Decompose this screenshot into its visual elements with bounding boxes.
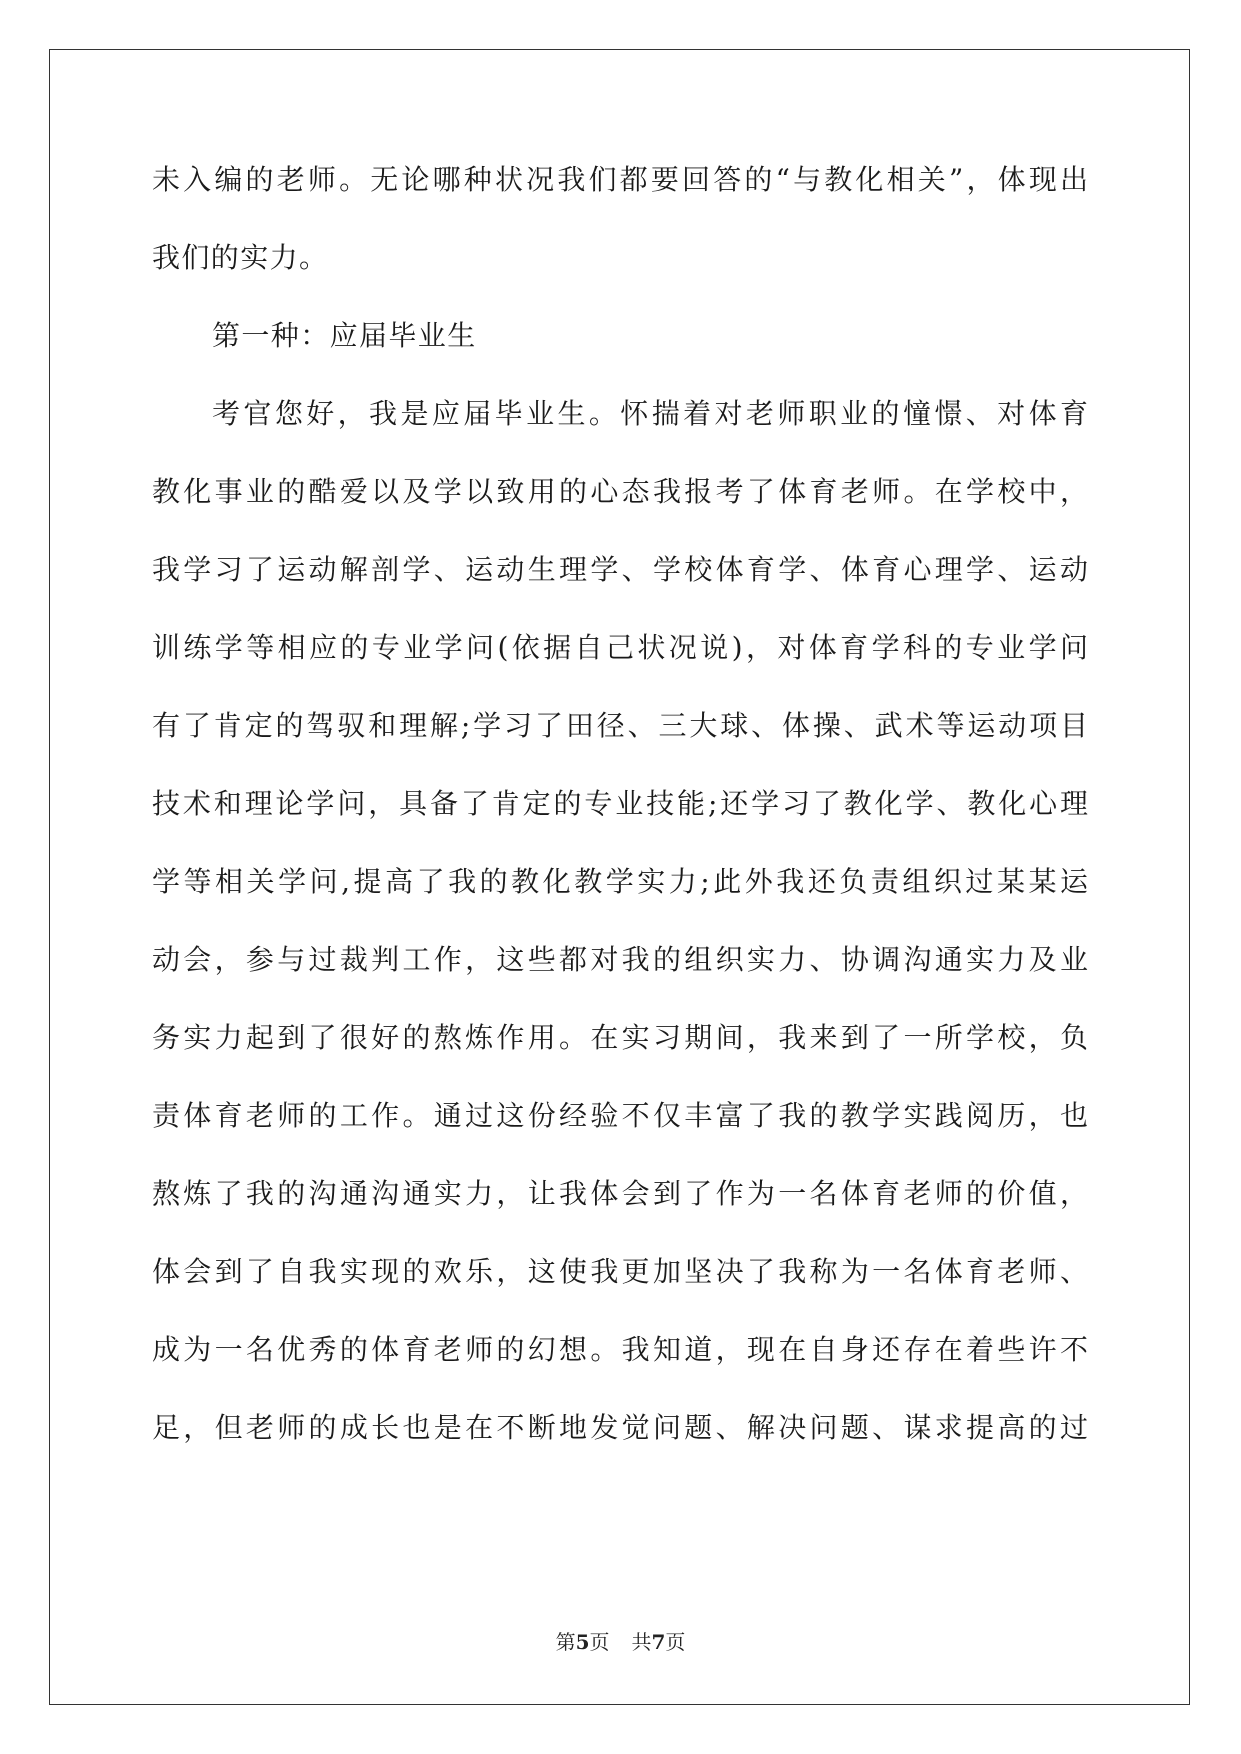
text-line: 教化事业的酷爱以及学以致用的心态我报考了体育老师。在学校中，	[152, 475, 1088, 508]
document-body	[152, 160, 1088, 1486]
text-line: 体会到了自我实现的欢乐，这使我更加坚决了我称为一名体育老师、	[152, 1255, 1088, 1288]
total-suffix: 页	[665, 1630, 686, 1654]
text-line: 我学习了运动解剖学、运动生理学、学校体育学、体育心理学、运动	[152, 553, 1088, 586]
text-line: 未入编的老师。无论哪种状况我们都要回答的“与教化相关”，体现出	[152, 163, 1088, 196]
page-total: 7	[651, 1630, 666, 1654]
text-line: 有了肯定的驾驭和理解;学习了田径、三大球、体操、武术等运动项目	[152, 709, 1088, 742]
page-footer	[0, 1626, 1241, 1655]
text-line: 考官您好，我是应届毕业生。怀揣着对老师职业的憧憬、对体育	[212, 397, 1088, 430]
page-prefix: 第	[555, 1630, 576, 1654]
text-line: 学等相关学问,提高了我的教化教学实力;此外我还负责组织过某某运	[152, 865, 1088, 898]
text-line: 训练学等相应的专业学问(依据自己状况说)，对体育学科的专业学问	[152, 631, 1088, 664]
text-line: 务实力起到了很好的熬炼作用。在实习期间，我来到了一所学校，负	[152, 1021, 1088, 1054]
section-heading: 第一种：应届毕业生	[212, 319, 477, 352]
text-line: 熬炼了我的沟通沟通实力，让我体会到了作为一名体育老师的价值，	[152, 1177, 1088, 1210]
text-line: 技术和理论学问，具备了肯定的专业技能;还学习了教化学、教化心理	[152, 787, 1088, 820]
page-current: 5	[575, 1630, 590, 1654]
total-prefix: 共	[631, 1630, 652, 1654]
text-line: 成为一名优秀的体育老师的幻想。我知道，现在自身还存在着些许不	[152, 1333, 1088, 1366]
text-line: 动会，参与过裁判工作，这些都对我的组织实力、协调沟通实力及业	[152, 943, 1088, 976]
text-line: 足，但老师的成长也是在不断地发觉问题、解决问题、谋求提高的过	[152, 1411, 1088, 1444]
text-line: 责体育老师的工作。通过这份经验不仅丰富了我的教学实践阅历，也	[152, 1099, 1088, 1132]
text-line: 我们的实力。	[152, 241, 329, 274]
page-suffix: 页	[589, 1630, 610, 1654]
